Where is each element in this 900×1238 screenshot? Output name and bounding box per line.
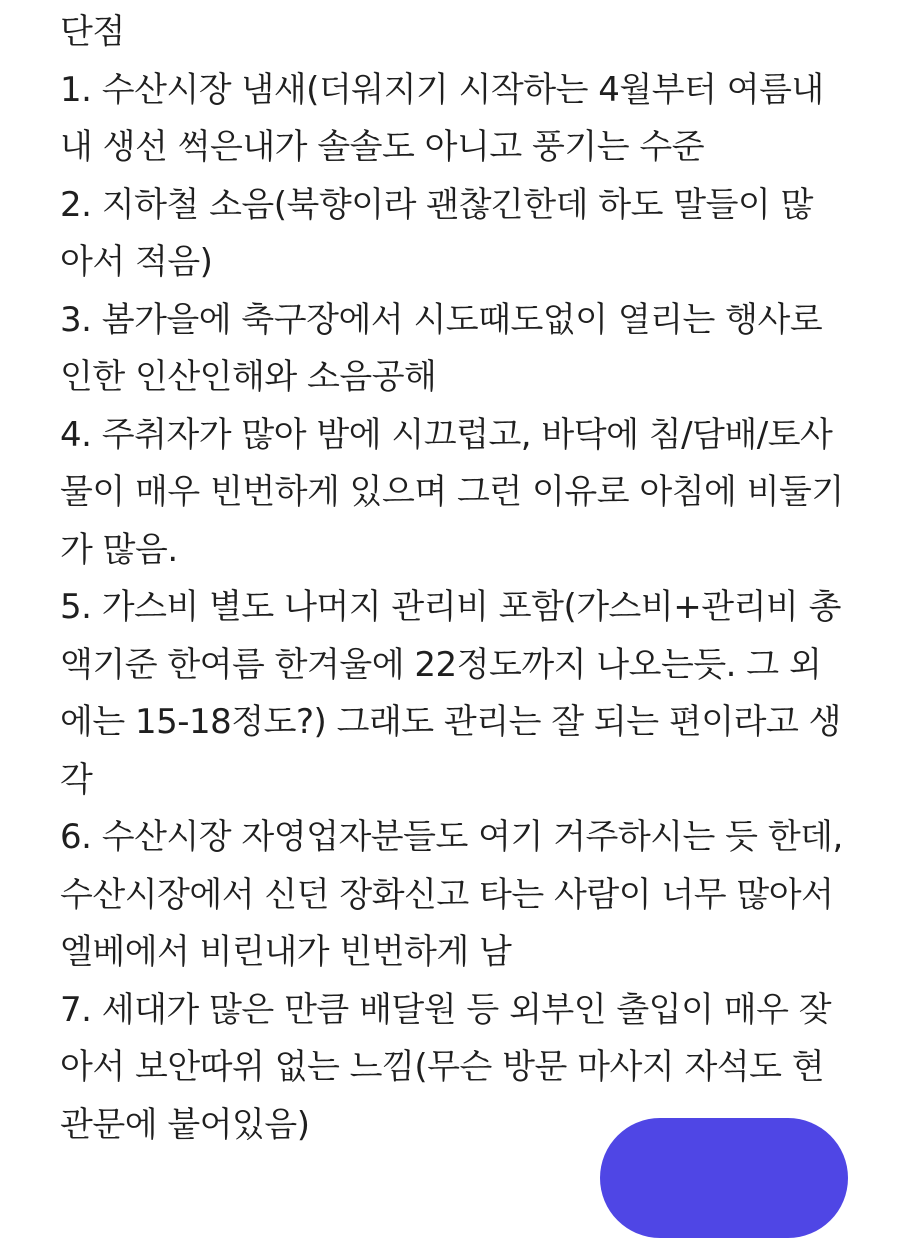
text-line: 물이 매우 빈번하게 있으며 그런 이유로 아침에 비둘기 [60,472,844,512]
text-line: 내 생선 썩은내가 솔솔도 아니고 풍기는 수준 [60,127,705,167]
text-line: 각 [60,759,93,800]
post-body [60,0,880,1154]
text-line: 1. 수산시장 냄새(더워지기 시작하는 4월부터 여름내 [60,69,824,110]
text-line: 7. 세대가 많은 만큼 배달원 등 외부인 출입이 매우 잦 [60,989,832,1030]
floating-action-button[interactable] [600,1118,848,1238]
text-line: 에는 15-18정도?) 그래도 관리는 잘 되는 편이라고 생 [60,702,841,742]
text-line: 6. 수산시장 자영업자분들도 여기 거주하시는 듯 한데, [60,817,843,857]
text-line: 아서 적음) [60,242,213,282]
text-line: 4. 주취자가 많아 밤에 시끄럽고, 바닥에 침/담배/토사 [60,414,833,455]
text-line: 관문에 붙어있음) [60,1104,310,1145]
text-line: 5. 가스비 별도 나머지 관리비 포함(가스비+관리비 총 [60,587,841,627]
text-line: 2. 지하철 소음(북향이라 괜찮긴한데 하도 말들이 많 [60,184,813,225]
text-line: 가 많음. [60,529,178,570]
text-line: 인한 인산인해와 소음공해 [60,357,437,397]
text-line: 엘베에서 비린내가 빈번하게 남 [60,932,512,972]
text-line: 아서 보안따위 없는 느낌(무슨 방문 마사지 자석도 현 [60,1047,825,1087]
section-heading: 단점 [60,12,125,52]
text-line: 액기준 한여름 한겨울에 22정도까지 나오는듯. 그 외 [60,644,822,685]
text-line: 수산시장에서 신던 장화신고 타는 사람이 너무 많아서 [60,874,834,915]
text-line: 3. 봄가을에 축구장에서 시도때도없이 열리는 행사로 [60,299,823,340]
